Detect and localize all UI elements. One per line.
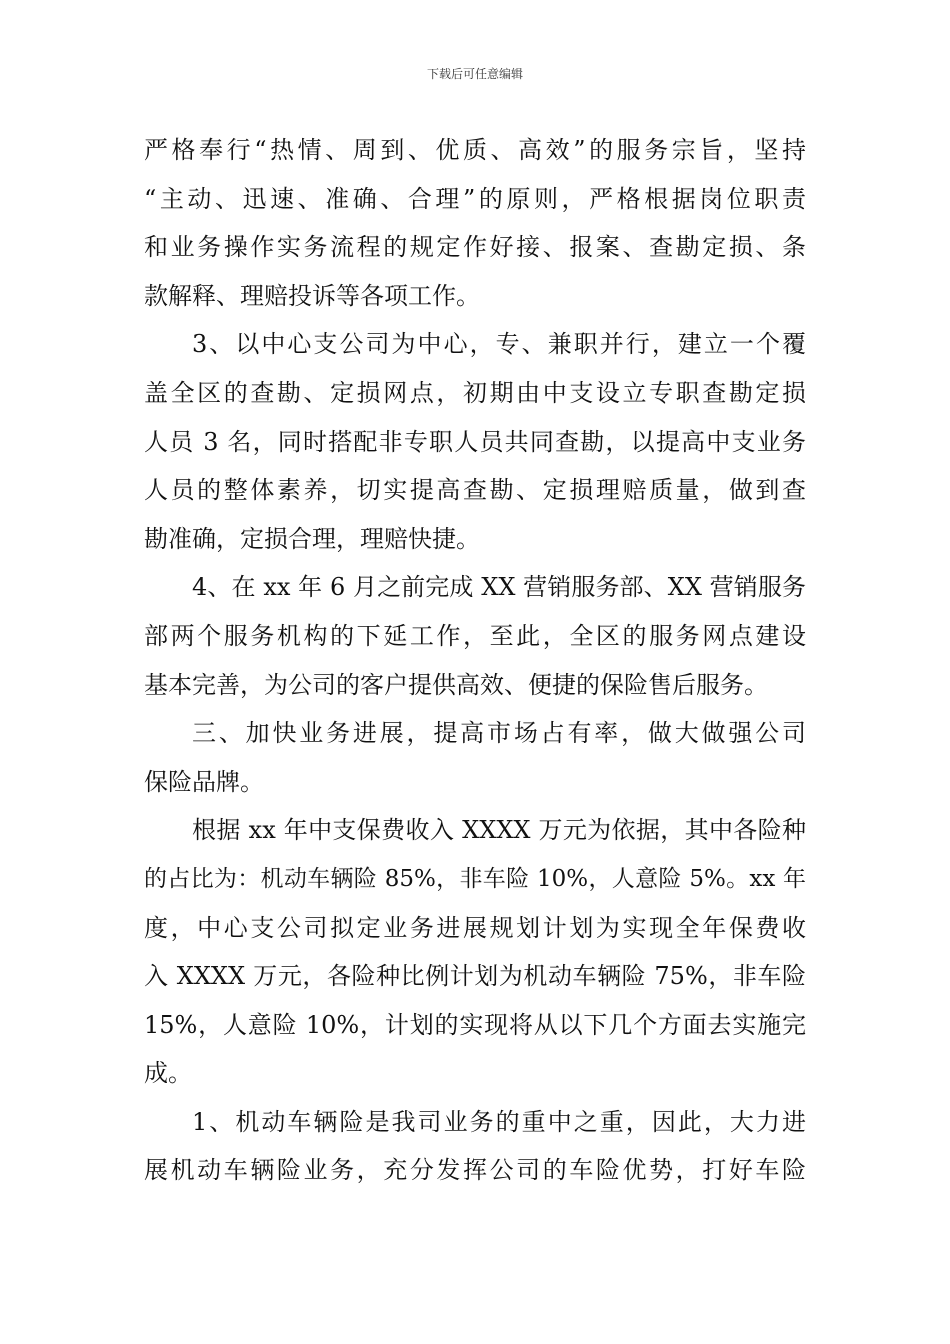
paragraph-line: 成。	[144, 1059, 192, 1088]
paragraph-line: 和业务操作实务流程的规定作好接、报案、查勘定损、条	[144, 233, 806, 262]
paragraph-line: “主动、迅速、准确、合理”的原则，严格根据岗位职责	[144, 184, 806, 213]
paragraph-line: 的占比为：机动车辆险 85%，非车险 10%，人意险 5%。xx 年	[144, 865, 806, 892]
paragraph-line: 部两个服务机构的下延工作，至此，全区的服务网点建设	[144, 621, 806, 650]
paragraph-line: 入 XXXX 万元，各险种比例计划为机动车辆险 75%，非车险	[144, 962, 806, 991]
paragraph-first-line: 3、以中心支公司为中心，专、兼职并行，建立一个覆	[192, 330, 806, 359]
paragraph-first-line: 4、在 xx 年 6 月之前完成 XX 营销服务部、XX 营销服务	[192, 573, 806, 602]
paragraph-first-line: 根据 xx 年中支保费收入 XXXX 万元为依据，其中各险种	[192, 816, 806, 845]
paragraph-line: 盖全区的查勘、定损网点，初期由中支设立专职查勘定损	[144, 378, 806, 407]
paragraph-line: 15%，人意险 10%，计划的实现将从以下几个方面去实施完	[144, 1010, 806, 1039]
paragraph-line: 款解释、理赔投诉等各项工作。	[144, 281, 480, 310]
paragraph-line: 勘准确，定损合理，理赔快捷。	[144, 524, 480, 553]
paragraph-line: 人员 3 名，同时搭配非专职人员共同查勘，以提高中支业务	[144, 427, 806, 456]
paragraph-line: 度，中心支公司拟定业务进展规划计划为实现全年保费收	[144, 913, 806, 942]
paragraph-line: 展机动车辆险业务，充分发挥公司的车险优势，打好车险	[144, 1156, 806, 1185]
paragraph-line: 人员的整体素养，切实提高查勘、定损理赔质量，做到查	[144, 476, 806, 505]
paragraph-line: 基本完善，为公司的客户提供高效、便捷的保险售后服务。	[144, 670, 768, 699]
paragraph-first-line: 三、加快业务进展，提高市场占有率，做大做强公司	[192, 719, 806, 748]
paragraph-first-line: 1、机动车辆险是我司业务的重中之重，因此，大力进	[192, 1107, 806, 1136]
paragraph-line: 严格奉行“热情、周到、优质、高效”的服务宗旨，坚持	[144, 136, 806, 164]
document-body	[144, 126, 806, 1195]
paragraph-line: 保险品牌。	[144, 767, 264, 796]
page-header: 下载后可任意编辑	[426, 67, 523, 81]
